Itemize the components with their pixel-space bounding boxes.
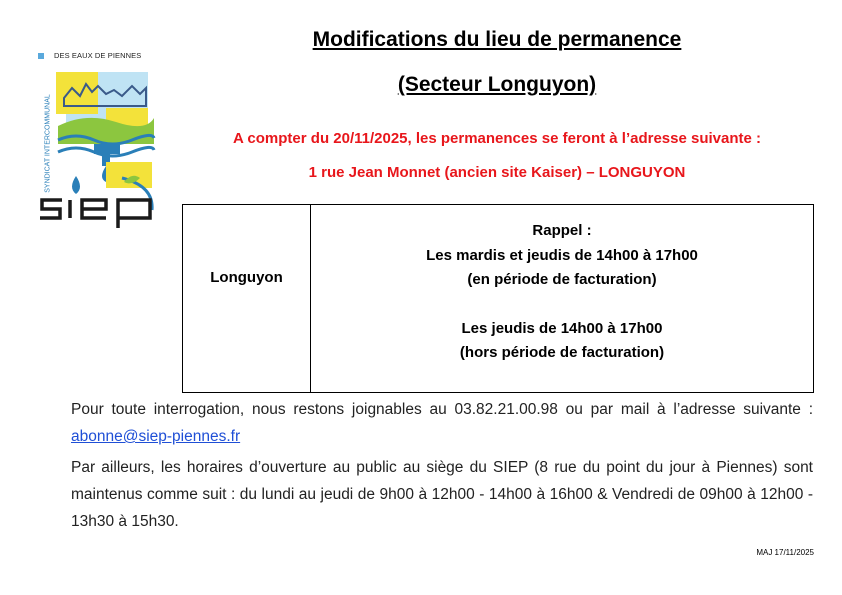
schedule-line: Les jeudis de 14h00 à 17h00: [461, 319, 663, 337]
notice-address-line: 1 rue Jean Monnet (ancien site Kaiser) – LONGUYON: [308, 164, 686, 181]
table-location-cell: Longuyon: [210, 269, 283, 286]
page-subtitle: (Secteur Longuyon): [397, 73, 597, 96]
notice-date-line: A compter du 20/11/2025, les permanences se feront à l’adresse suivante :: [232, 130, 762, 147]
siep-logo: [36, 48, 160, 230]
page-title: Modifications du lieu de permanence: [312, 28, 682, 51]
email-link[interactable]: abonne@siep-piennes.fr: [71, 428, 241, 445]
logo-org-name: DES EAUX DE PIENNES: [54, 51, 142, 60]
contact-text: Pour toute interrogation, nous restons joignables au 03.82.21.00.98 ou par mail à l’adresse suivante :: [71, 401, 813, 418]
schedule-table: [182, 204, 814, 393]
logo-vertical-text: SYNDICAT INTERCOMMUNAL: [44, 94, 52, 193]
schedule-line: Les mardis et jeudis de 14h00 à 17h00: [426, 246, 698, 264]
update-date: MAJ 17/11/2025: [756, 548, 814, 557]
schedule-line: Rappel :: [532, 222, 592, 239]
schedule-line: (hors période de facturation): [459, 344, 665, 361]
schedule-line: (en période de facturation): [467, 271, 657, 288]
hours-paragraph: Par ailleurs, les horaires d’ouverture au public au siège du SIEP (8 rue du point du jour à Piennes) sont maintenus comme suit : du lundi au jeudi de 9h00 à 12h00 - 14h00 à 16h00 & Vendredi de 09h00 à 12h00 - 13h30 à 15h30.: [71, 459, 813, 530]
contact-paragraph: [71, 396, 813, 450]
table-schedule-cell: [311, 219, 813, 366]
logo-wordmark-icon: [36, 190, 160, 230]
